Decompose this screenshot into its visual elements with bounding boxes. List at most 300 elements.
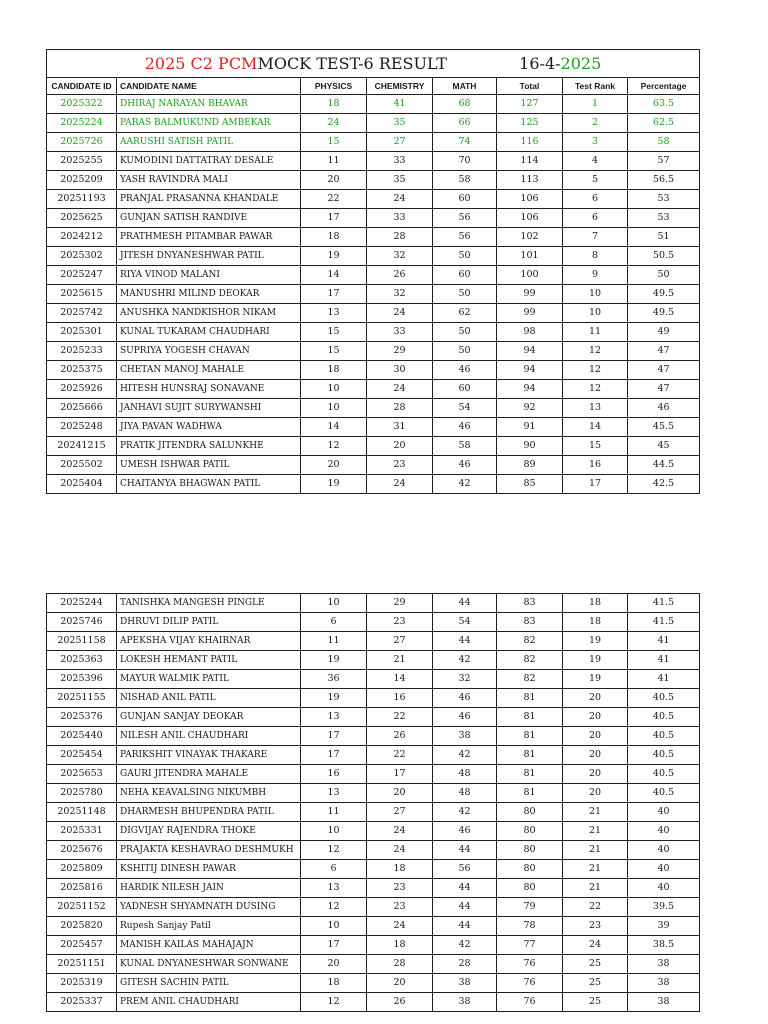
cell-percentage: 41 xyxy=(628,670,700,689)
cell-candidate-name: AARUSHI SATISH PATIL xyxy=(117,133,301,152)
cell-test-rank: 12 xyxy=(563,361,628,380)
cell-test-rank: 1 xyxy=(563,95,628,114)
cell-physics: 13 xyxy=(301,879,367,898)
cell-math: 46 xyxy=(433,456,497,475)
header-chemistry: CHEMISTRY xyxy=(367,78,433,95)
cell-test-rank: 10 xyxy=(563,304,628,323)
cell-test-rank: 20 xyxy=(563,708,628,727)
table-row xyxy=(47,437,700,456)
cell-candidate-name: MAYUR WALMIK PATIL xyxy=(117,670,301,689)
cell-test-rank: 10 xyxy=(563,285,628,304)
cell-candidate-id: 2025337 xyxy=(47,993,117,1012)
cell-total: 81 xyxy=(497,727,563,746)
cell-total: 90 xyxy=(497,437,563,456)
cell-total: 83 xyxy=(497,613,563,632)
title-test: MOCK TEST-6 RESULT xyxy=(257,54,447,73)
cell-percentage: 40.5 xyxy=(628,727,700,746)
cell-candidate-id: 2025780 xyxy=(47,784,117,803)
cell-chemistry: 23 xyxy=(367,456,433,475)
cell-total: 82 xyxy=(497,651,563,670)
cell-math: 42 xyxy=(433,936,497,955)
table-row xyxy=(47,399,700,418)
cell-total: 81 xyxy=(497,784,563,803)
cell-candidate-name: MANISH KAILAS MAHAJAJN xyxy=(117,936,301,955)
table1-body xyxy=(47,95,700,494)
cell-candidate-id: 2025247 xyxy=(47,266,117,285)
cell-candidate-name: NISHAD ANIL PATIL xyxy=(117,689,301,708)
table-row xyxy=(47,95,700,114)
cell-candidate-id: 20241215 xyxy=(47,437,117,456)
cell-candidate-id: 2025301 xyxy=(47,323,117,342)
cell-test-rank: 20 xyxy=(563,765,628,784)
cell-physics: 24 xyxy=(301,114,367,133)
cell-percentage: 40 xyxy=(628,879,700,898)
cell-total: 76 xyxy=(497,993,563,1012)
table-row xyxy=(47,822,700,841)
cell-physics: 15 xyxy=(301,323,367,342)
cell-percentage: 38.5 xyxy=(628,936,700,955)
title-date-year: 2025 xyxy=(560,54,602,73)
cell-total: 101 xyxy=(497,247,563,266)
cell-percentage: 53 xyxy=(628,190,700,209)
cell-percentage: 50 xyxy=(628,266,700,285)
cell-total: 83 xyxy=(497,594,563,613)
cell-percentage: 41.5 xyxy=(628,594,700,613)
cell-chemistry: 28 xyxy=(367,955,433,974)
cell-total: 99 xyxy=(497,304,563,323)
cell-candidate-name: DIGVIJAY RAJENDRA THOKE xyxy=(117,822,301,841)
cell-candidate-name: MANUSHRI MILIND DEOKAR xyxy=(117,285,301,304)
cell-percentage: 38 xyxy=(628,955,700,974)
cell-test-rank: 20 xyxy=(563,727,628,746)
cell-test-rank: 12 xyxy=(563,380,628,399)
cell-physics: 14 xyxy=(301,266,367,285)
cell-total: 78 xyxy=(497,917,563,936)
table-row xyxy=(47,456,700,475)
cell-test-rank: 21 xyxy=(563,803,628,822)
cell-candidate-id: 2025255 xyxy=(47,152,117,171)
cell-test-rank: 20 xyxy=(563,784,628,803)
table-row xyxy=(47,689,700,708)
table-row xyxy=(47,152,700,171)
cell-math: 54 xyxy=(433,613,497,632)
cell-math: 46 xyxy=(433,689,497,708)
cell-candidate-name: HITESH HUNSRAJ SONAVANE xyxy=(117,380,301,399)
cell-candidate-id: 2025440 xyxy=(47,727,117,746)
cell-math: 50 xyxy=(433,323,497,342)
cell-chemistry: 21 xyxy=(367,651,433,670)
cell-percentage: 41.5 xyxy=(628,613,700,632)
cell-test-rank: 8 xyxy=(563,247,628,266)
cell-physics: 18 xyxy=(301,95,367,114)
cell-percentage: 40.5 xyxy=(628,765,700,784)
cell-physics: 13 xyxy=(301,708,367,727)
cell-physics: 12 xyxy=(301,898,367,917)
cell-chemistry: 30 xyxy=(367,361,433,380)
cell-chemistry: 35 xyxy=(367,114,433,133)
cell-test-rank: 18 xyxy=(563,594,628,613)
cell-total: 125 xyxy=(497,114,563,133)
cell-candidate-name: GUNJAN SANJAY DEOKAR xyxy=(117,708,301,727)
cell-chemistry: 32 xyxy=(367,285,433,304)
cell-math: 44 xyxy=(433,879,497,898)
cell-candidate-name: KUMODINI DATTATRAY DESALE xyxy=(117,152,301,171)
cell-candidate-name: JANHAVI SUJIT SURYWANSHI xyxy=(117,399,301,418)
cell-math: 28 xyxy=(433,955,497,974)
cell-percentage: 47 xyxy=(628,380,700,399)
cell-total: 77 xyxy=(497,936,563,955)
cell-candidate-id: 20251152 xyxy=(47,898,117,917)
cell-candidate-id: 2025726 xyxy=(47,133,117,152)
cell-total: 94 xyxy=(497,342,563,361)
cell-percentage: 63.5 xyxy=(628,95,700,114)
cell-chemistry: 33 xyxy=(367,209,433,228)
cell-candidate-name: KUNAL TUKARAM CHAUDHARI xyxy=(117,323,301,342)
cell-total: 79 xyxy=(497,898,563,917)
cell-percentage: 40.5 xyxy=(628,689,700,708)
cell-test-rank: 25 xyxy=(563,974,628,993)
cell-test-rank: 22 xyxy=(563,898,628,917)
cell-total: 76 xyxy=(497,955,563,974)
cell-physics: 19 xyxy=(301,689,367,708)
cell-candidate-name: RIYA VINOD MALANI xyxy=(117,266,301,285)
table-row xyxy=(47,361,700,380)
report-title xyxy=(47,50,700,78)
cell-math: 66 xyxy=(433,114,497,133)
results-table-page2 xyxy=(46,593,700,1012)
cell-test-rank: 5 xyxy=(563,171,628,190)
cell-percentage: 49 xyxy=(628,323,700,342)
cell-candidate-id: 2025404 xyxy=(47,475,117,494)
table-row xyxy=(47,475,700,494)
cell-candidate-name: PRATHMESH PITAMBAR PAWAR xyxy=(117,228,301,247)
title-batch: 2025 C2 PCM xyxy=(144,54,258,73)
cell-physics: 17 xyxy=(301,936,367,955)
cell-math: 38 xyxy=(433,974,497,993)
cell-percentage: 49.5 xyxy=(628,304,700,323)
cell-candidate-id: 2025396 xyxy=(47,670,117,689)
cell-chemistry: 32 xyxy=(367,247,433,266)
cell-candidate-id: 2025209 xyxy=(47,171,117,190)
cell-candidate-name: CHETAN MANOJ MAHALE xyxy=(117,361,301,380)
cell-math: 58 xyxy=(433,171,497,190)
cell-math: 46 xyxy=(433,708,497,727)
cell-physics: 14 xyxy=(301,418,367,437)
table2-body xyxy=(47,594,700,1012)
cell-percentage: 39 xyxy=(628,917,700,936)
cell-math: 46 xyxy=(433,822,497,841)
cell-candidate-id: 20251155 xyxy=(47,689,117,708)
cell-candidate-id: 2025816 xyxy=(47,879,117,898)
cell-math: 60 xyxy=(433,266,497,285)
cell-math: 50 xyxy=(433,247,497,266)
cell-chemistry: 23 xyxy=(367,879,433,898)
table-row xyxy=(47,209,700,228)
cell-physics: 17 xyxy=(301,285,367,304)
cell-percentage: 57 xyxy=(628,152,700,171)
cell-chemistry: 18 xyxy=(367,936,433,955)
cell-percentage: 41 xyxy=(628,632,700,651)
cell-physics: 15 xyxy=(301,133,367,152)
cell-candidate-id: 20251158 xyxy=(47,632,117,651)
cell-percentage: 47 xyxy=(628,361,700,380)
cell-test-rank: 19 xyxy=(563,670,628,689)
cell-candidate-id: 2025820 xyxy=(47,917,117,936)
table-row xyxy=(47,594,700,613)
table-row xyxy=(47,765,700,784)
table-row xyxy=(47,114,700,133)
header-candidate-id: CANDIDATE ID xyxy=(47,78,117,95)
cell-math: 56 xyxy=(433,209,497,228)
cell-chemistry: 24 xyxy=(367,304,433,323)
cell-math: 42 xyxy=(433,803,497,822)
cell-physics: 10 xyxy=(301,917,367,936)
table-row xyxy=(47,784,700,803)
cell-physics: 17 xyxy=(301,727,367,746)
cell-candidate-id: 2025244 xyxy=(47,594,117,613)
header-math: MATH xyxy=(433,78,497,95)
cell-percentage: 40 xyxy=(628,860,700,879)
cell-percentage: 51 xyxy=(628,228,700,247)
cell-chemistry: 23 xyxy=(367,613,433,632)
cell-percentage: 40.5 xyxy=(628,708,700,727)
cell-test-rank: 21 xyxy=(563,841,628,860)
table-row xyxy=(47,171,700,190)
cell-candidate-name: GUNJAN SATISH RANDIVE xyxy=(117,209,301,228)
cell-candidate-id: 2025331 xyxy=(47,822,117,841)
cell-math: 32 xyxy=(433,670,497,689)
cell-physics: 11 xyxy=(301,152,367,171)
cell-total: 94 xyxy=(497,380,563,399)
cell-test-rank: 21 xyxy=(563,822,628,841)
cell-total: 91 xyxy=(497,418,563,437)
cell-chemistry: 27 xyxy=(367,803,433,822)
cell-math: 38 xyxy=(433,727,497,746)
cell-total: 116 xyxy=(497,133,563,152)
cell-candidate-name: DHIRAJ NARAYAN BHAVAR xyxy=(117,95,301,114)
table-row xyxy=(47,803,700,822)
cell-chemistry: 24 xyxy=(367,190,433,209)
cell-candidate-name: KUNAL DNYANESHWAR SONWANE xyxy=(117,955,301,974)
cell-total: 99 xyxy=(497,285,563,304)
cell-percentage: 46 xyxy=(628,399,700,418)
cell-chemistry: 20 xyxy=(367,437,433,456)
cell-math: 56 xyxy=(433,860,497,879)
cell-physics: 20 xyxy=(301,456,367,475)
cell-percentage: 49.5 xyxy=(628,285,700,304)
cell-percentage: 53 xyxy=(628,209,700,228)
cell-total: 82 xyxy=(497,632,563,651)
cell-test-rank: 13 xyxy=(563,399,628,418)
cell-physics: 19 xyxy=(301,247,367,266)
cell-math: 50 xyxy=(433,285,497,304)
header-test-rank: Test Rank xyxy=(563,78,628,95)
table-row xyxy=(47,266,700,285)
cell-chemistry: 20 xyxy=(367,784,433,803)
cell-chemistry: 33 xyxy=(367,152,433,171)
cell-physics: 11 xyxy=(301,803,367,822)
cell-total: 76 xyxy=(497,974,563,993)
cell-chemistry: 27 xyxy=(367,133,433,152)
cell-chemistry: 14 xyxy=(367,670,433,689)
cell-chemistry: 27 xyxy=(367,632,433,651)
cell-math: 56 xyxy=(433,228,497,247)
cell-candidate-name: SUPRIYA YOGESH CHAVAN xyxy=(117,342,301,361)
cell-candidate-id: 2025457 xyxy=(47,936,117,955)
cell-chemistry: 23 xyxy=(367,898,433,917)
cell-candidate-id: 2025454 xyxy=(47,746,117,765)
cell-percentage: 40.5 xyxy=(628,784,700,803)
cell-candidate-id: 2025375 xyxy=(47,361,117,380)
cell-candidate-id: 2025302 xyxy=(47,247,117,266)
cell-physics: 11 xyxy=(301,632,367,651)
cell-candidate-id: 2025615 xyxy=(47,285,117,304)
cell-percentage: 38 xyxy=(628,993,700,1012)
cell-percentage: 42.5 xyxy=(628,475,700,494)
header-row xyxy=(47,78,700,95)
cell-candidate-id: 20251193 xyxy=(47,190,117,209)
cell-test-rank: 21 xyxy=(563,860,628,879)
cell-math: 44 xyxy=(433,917,497,936)
table-row xyxy=(47,190,700,209)
cell-chemistry: 26 xyxy=(367,266,433,285)
cell-total: 92 xyxy=(497,399,563,418)
cell-physics: 10 xyxy=(301,399,367,418)
cell-test-rank: 19 xyxy=(563,651,628,670)
cell-physics: 17 xyxy=(301,209,367,228)
results-table-page1 xyxy=(46,49,700,494)
table-row xyxy=(47,708,700,727)
cell-test-rank: 9 xyxy=(563,266,628,285)
cell-total: 94 xyxy=(497,361,563,380)
cell-candidate-id: 20251148 xyxy=(47,803,117,822)
cell-test-rank: 11 xyxy=(563,323,628,342)
cell-test-rank: 23 xyxy=(563,917,628,936)
cell-test-rank: 2 xyxy=(563,114,628,133)
cell-total: 100 xyxy=(497,266,563,285)
cell-total: 81 xyxy=(497,689,563,708)
table-row xyxy=(47,418,700,437)
cell-test-rank: 12 xyxy=(563,342,628,361)
cell-math: 48 xyxy=(433,765,497,784)
cell-math: 58 xyxy=(433,437,497,456)
cell-test-rank: 17 xyxy=(563,475,628,494)
cell-candidate-name: YADNESH SHYAMNATH DUSING xyxy=(117,898,301,917)
header-percentage: Percentage xyxy=(628,78,700,95)
cell-candidate-id: 2025926 xyxy=(47,380,117,399)
cell-chemistry: 28 xyxy=(367,228,433,247)
cell-physics: 19 xyxy=(301,475,367,494)
cell-math: 70 xyxy=(433,152,497,171)
table-row xyxy=(47,670,700,689)
cell-physics: 17 xyxy=(301,746,367,765)
cell-candidate-name: HARDIK NILESH JAIN xyxy=(117,879,301,898)
cell-total: 82 xyxy=(497,670,563,689)
cell-math: 54 xyxy=(433,399,497,418)
cell-candidate-id: 2025809 xyxy=(47,860,117,879)
table-row xyxy=(47,247,700,266)
cell-physics: 18 xyxy=(301,228,367,247)
cell-candidate-id: 2025233 xyxy=(47,342,117,361)
table-row xyxy=(47,651,700,670)
cell-physics: 10 xyxy=(301,822,367,841)
cell-total: 80 xyxy=(497,841,563,860)
cell-candidate-name: KSHITIJ DINESH PAWAR xyxy=(117,860,301,879)
table-row xyxy=(47,133,700,152)
cell-candidate-id: 2024212 xyxy=(47,228,117,247)
cell-physics: 10 xyxy=(301,594,367,613)
cell-percentage: 44.5 xyxy=(628,456,700,475)
cell-physics: 6 xyxy=(301,860,367,879)
cell-chemistry: 33 xyxy=(367,323,433,342)
cell-chemistry: 22 xyxy=(367,708,433,727)
cell-test-rank: 4 xyxy=(563,152,628,171)
cell-math: 46 xyxy=(433,361,497,380)
cell-physics: 36 xyxy=(301,670,367,689)
cell-math: 42 xyxy=(433,746,497,765)
header-candidate-name: CANDIDATE NAME xyxy=(117,78,301,95)
cell-percentage: 39.5 xyxy=(628,898,700,917)
cell-test-rank: 21 xyxy=(563,879,628,898)
cell-total: 80 xyxy=(497,822,563,841)
cell-candidate-name: PRAJAKTA KESHAVRAO DESHMUKH xyxy=(117,841,301,860)
header-physics: PHYSICS xyxy=(301,78,367,95)
cell-chemistry: 24 xyxy=(367,380,433,399)
cell-percentage: 45 xyxy=(628,437,700,456)
cell-candidate-name: JIYA PAVAN WADHWA xyxy=(117,418,301,437)
cell-test-rank: 20 xyxy=(563,746,628,765)
cell-physics: 13 xyxy=(301,304,367,323)
cell-candidate-id: 2025653 xyxy=(47,765,117,784)
cell-chemistry: 26 xyxy=(367,993,433,1012)
cell-candidate-name: NEHA KEAVALSING NIKUMBH xyxy=(117,784,301,803)
cell-candidate-name: Rupesh Sanjay Patil xyxy=(117,917,301,936)
cell-candidate-name: GITESH SACHIN PATIL xyxy=(117,974,301,993)
cell-math: 62 xyxy=(433,304,497,323)
cell-candidate-id: 2025376 xyxy=(47,708,117,727)
cell-candidate-id: 2025322 xyxy=(47,95,117,114)
cell-total: 80 xyxy=(497,879,563,898)
cell-test-rank: 7 xyxy=(563,228,628,247)
cell-candidate-id: 2025625 xyxy=(47,209,117,228)
cell-total: 81 xyxy=(497,765,563,784)
table-row xyxy=(47,380,700,399)
cell-physics: 15 xyxy=(301,342,367,361)
cell-candidate-name: NILESH ANIL CHAUDHARI xyxy=(117,727,301,746)
cell-percentage: 50.5 xyxy=(628,247,700,266)
cell-chemistry: 24 xyxy=(367,822,433,841)
table-row xyxy=(47,285,700,304)
cell-percentage: 40 xyxy=(628,803,700,822)
cell-physics: 18 xyxy=(301,974,367,993)
table-row xyxy=(47,342,700,361)
cell-percentage: 40 xyxy=(628,822,700,841)
cell-physics: 20 xyxy=(301,955,367,974)
cell-test-rank: 20 xyxy=(563,689,628,708)
cell-percentage: 41 xyxy=(628,651,700,670)
table-row xyxy=(47,917,700,936)
table-row xyxy=(47,879,700,898)
cell-percentage: 40 xyxy=(628,841,700,860)
cell-chemistry: 41 xyxy=(367,95,433,114)
cell-math: 42 xyxy=(433,651,497,670)
cell-physics: 20 xyxy=(301,171,367,190)
cell-candidate-name: TANISHKA MANGESH PINGLE xyxy=(117,594,301,613)
cell-chemistry: 22 xyxy=(367,746,433,765)
cell-chemistry: 31 xyxy=(367,418,433,437)
table-row xyxy=(47,974,700,993)
cell-physics: 16 xyxy=(301,765,367,784)
